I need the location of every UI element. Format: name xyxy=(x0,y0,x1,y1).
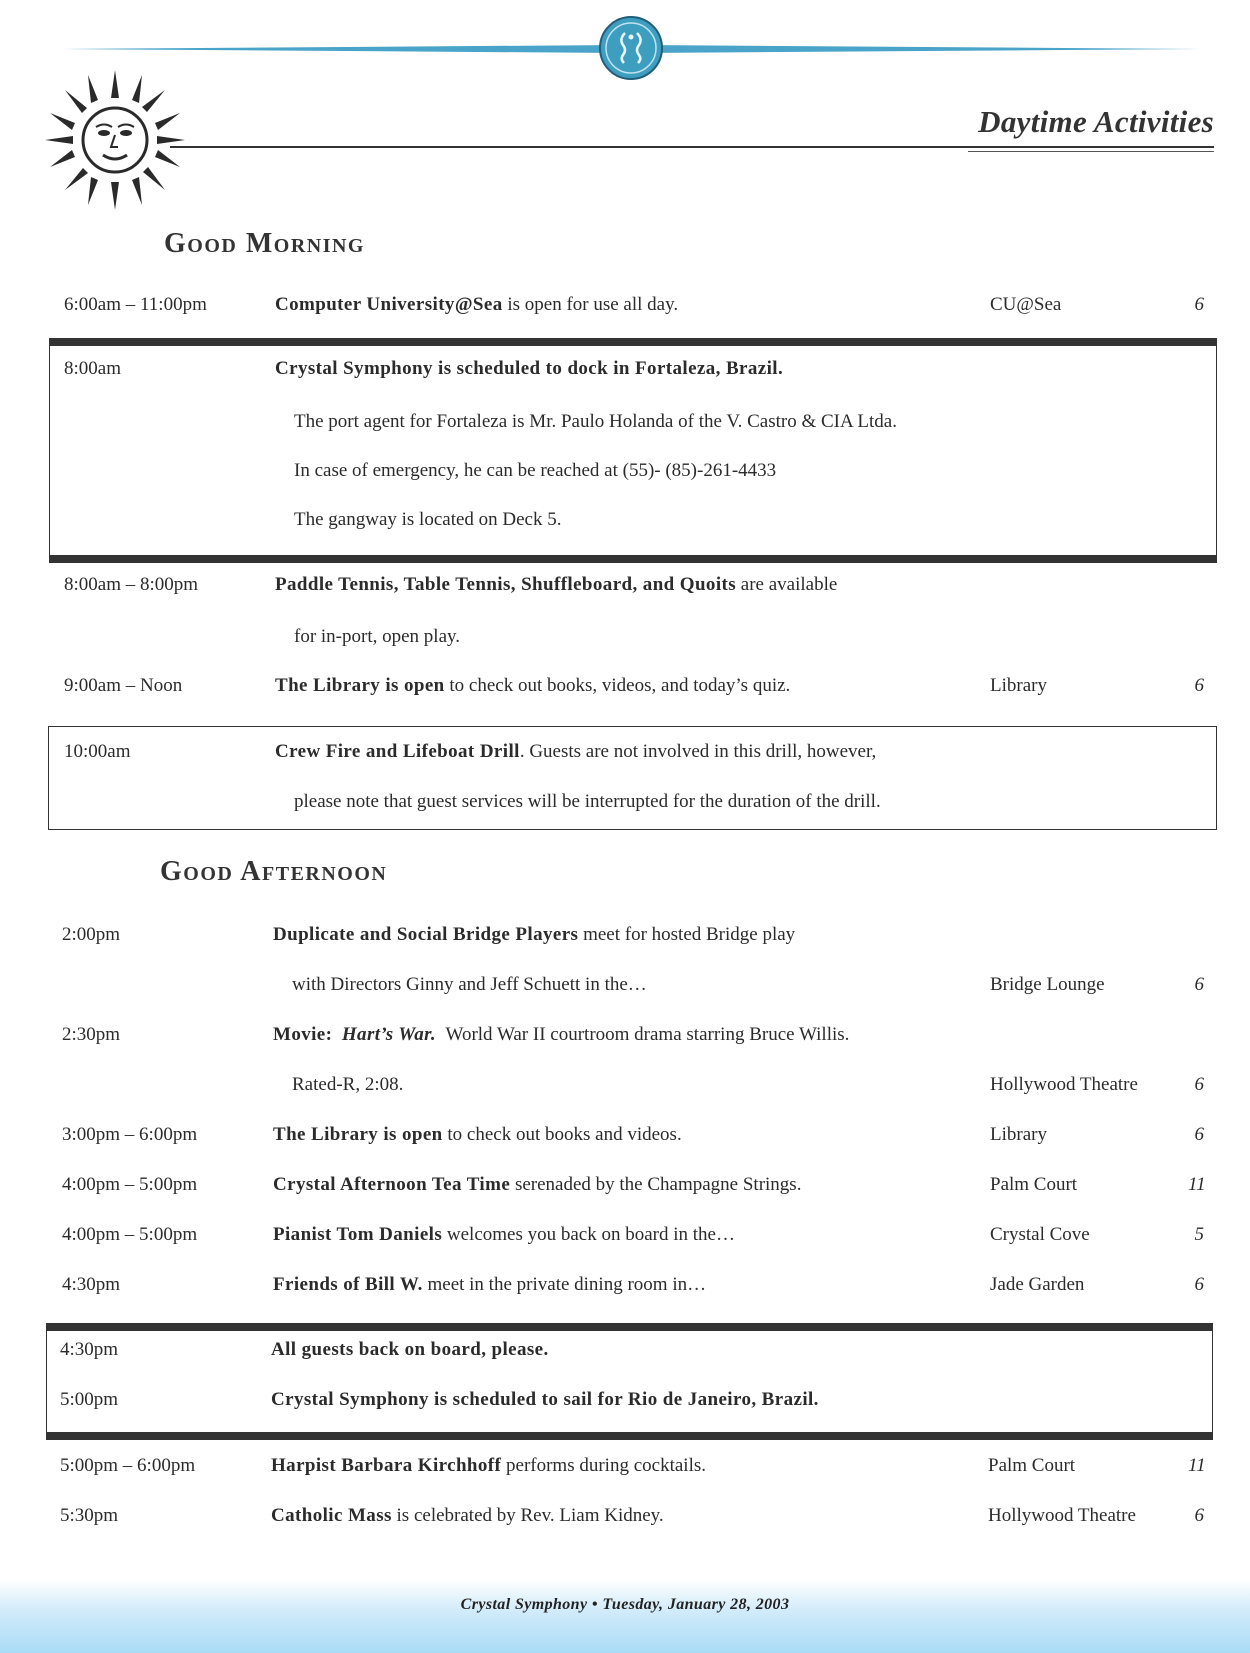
event-description: Duplicate and Social Bridge Players meet for hosted Bridge play xyxy=(273,924,796,945)
event-deck: 6 xyxy=(1194,1274,1204,1295)
event-venue: CU@Sea xyxy=(990,294,1062,315)
event-detail: In case of emergency, he can be reached at (55)- (85)-261-4433 xyxy=(294,460,777,481)
event-description: Catholic Mass is celebrated by Rev. Liam Kidney. xyxy=(271,1505,664,1526)
event-description: Movie: Hart’s War. World War II courtroom drama starring Bruce Willis. xyxy=(273,1024,850,1045)
event-time: 8:00am xyxy=(64,358,121,379)
event-time: 4:30pm xyxy=(60,1339,119,1360)
event-description: The Library is open to check out books and videos. xyxy=(273,1124,682,1145)
event-deck: 6 xyxy=(1194,1124,1204,1145)
event-detail: Rated-R, 2:08. xyxy=(292,1074,404,1095)
event-time: 3:00pm – 6:00pm xyxy=(62,1124,198,1145)
list-item xyxy=(0,411,1250,451)
list-item xyxy=(0,358,1250,398)
event-time: 4:30pm xyxy=(62,1274,121,1295)
divider xyxy=(49,555,1217,563)
event-description: Pianist Tom Daniels welcomes you back on board in the… xyxy=(273,1224,735,1245)
list-item xyxy=(0,1124,1250,1164)
list-item xyxy=(0,1024,1250,1064)
event-description: Crystal Afternoon Tea Time serenaded by the Champagne Strings. xyxy=(273,1174,802,1195)
event-venue: Palm Court xyxy=(988,1455,1076,1476)
event-venue: Jade Garden xyxy=(990,1274,1085,1295)
event-venue: Palm Court xyxy=(990,1174,1078,1195)
event-deck: 6 xyxy=(1194,294,1204,315)
list-item xyxy=(0,1339,1250,1379)
list-item xyxy=(0,974,1250,1014)
movie-title: Hart’s War. xyxy=(341,1024,437,1045)
event-time: 2:00pm xyxy=(62,924,121,945)
event-time: 5:00pm xyxy=(60,1389,119,1410)
footer-band xyxy=(0,1580,1250,1653)
list-item xyxy=(0,626,1250,666)
page-title: Daytime Activities xyxy=(978,104,1214,139)
title-underline xyxy=(968,151,1214,152)
event-detail: The port agent for Fortaleza is Mr. Paulo Holanda of the V. Castro & CIA Ltda. xyxy=(294,411,897,432)
event-deck: 6 xyxy=(1194,675,1204,696)
event-deck: 6 xyxy=(1194,974,1204,995)
event-description: The Library is open to check out books, videos, and today’s quiz. xyxy=(275,675,791,696)
event-description: Crew Fire and Lifeboat Drill. Guests are not involved in this drill, however, xyxy=(275,741,877,762)
event-time: 8:00am – 8:00pm xyxy=(64,574,199,595)
event-detail: with Directors Ginny and Jeff Schuett in the… xyxy=(292,974,647,995)
event-detail: please note that guest services will be interrupted for the duration of the drill. xyxy=(294,791,881,812)
event-description: Computer University@Sea is open for use all day. xyxy=(275,294,679,315)
list-item xyxy=(0,460,1250,500)
event-description: Paddle Tennis, Table Tennis, Shuffleboard, and Quoits are available xyxy=(275,574,838,595)
event-time: 9:00am – Noon xyxy=(64,675,183,696)
event-time: 6:00am – 11:00pm xyxy=(64,294,207,315)
event-detail: The gangway is located on Deck 5. xyxy=(294,509,562,530)
list-item xyxy=(0,1505,1250,1545)
list-item xyxy=(0,1455,1250,1495)
list-item xyxy=(0,675,1250,715)
footer-separator: • xyxy=(587,1596,603,1613)
event-description: Friends of Bill W. meet in the private dining room in… xyxy=(273,1274,707,1295)
section-heading-afternoon: Good Afternoon xyxy=(160,856,388,887)
event-deck: 11 xyxy=(1188,1455,1206,1476)
event-time: 4:00pm – 5:00pm xyxy=(62,1174,198,1195)
list-item xyxy=(0,1074,1250,1114)
divider xyxy=(46,1432,1213,1440)
list-item xyxy=(0,741,1250,781)
event-description: Crystal Symphony is scheduled to sail for Rio de Janeiro, Brazil. xyxy=(271,1389,819,1410)
footer-ship: Crystal Symphony xyxy=(460,1596,588,1613)
event-time: 5:30pm xyxy=(60,1505,119,1526)
list-item xyxy=(0,1389,1250,1429)
event-detail: for in-port, open play. xyxy=(294,626,461,647)
list-item xyxy=(0,509,1250,549)
footer xyxy=(0,1596,1250,1614)
footer-date: Tuesday, January 28, 2003 xyxy=(602,1596,790,1613)
sun-face-icon xyxy=(40,65,190,215)
list-item xyxy=(0,791,1250,831)
seahorse-medallion-icon xyxy=(598,15,664,81)
list-item xyxy=(0,294,1250,334)
event-description: All guests back on board, please. xyxy=(271,1339,549,1360)
event-deck: 11 xyxy=(1188,1174,1206,1195)
event-description: Crystal Symphony is scheduled to dock in Fortaleza, Brazil. xyxy=(275,358,784,379)
event-time: 5:00pm – 6:00pm xyxy=(60,1455,196,1476)
event-description: Harpist Barbara Kirchhoff performs during cocktails. xyxy=(271,1455,706,1476)
event-venue: Library xyxy=(990,1124,1047,1145)
event-venue: Hollywood Theatre xyxy=(990,1074,1138,1095)
event-time: 10:00am xyxy=(64,741,131,762)
event-venue: Bridge Lounge xyxy=(990,974,1105,995)
event-deck: 5 xyxy=(1194,1224,1204,1245)
title-rule xyxy=(170,146,1214,148)
list-item xyxy=(0,1224,1250,1264)
event-time: 2:30pm xyxy=(62,1024,121,1045)
event-time: 4:00pm – 5:00pm xyxy=(62,1224,198,1245)
event-deck: 6 xyxy=(1194,1505,1204,1526)
event-deck: 6 xyxy=(1194,1074,1204,1095)
list-item xyxy=(0,924,1250,964)
section-heading-morning: Good Morning xyxy=(164,228,365,259)
list-item xyxy=(0,1274,1250,1314)
event-venue: Crystal Cove xyxy=(990,1224,1090,1245)
list-item xyxy=(0,574,1250,614)
event-venue: Library xyxy=(990,675,1047,696)
list-item xyxy=(0,1174,1250,1214)
event-venue: Hollywood Theatre xyxy=(988,1505,1136,1526)
